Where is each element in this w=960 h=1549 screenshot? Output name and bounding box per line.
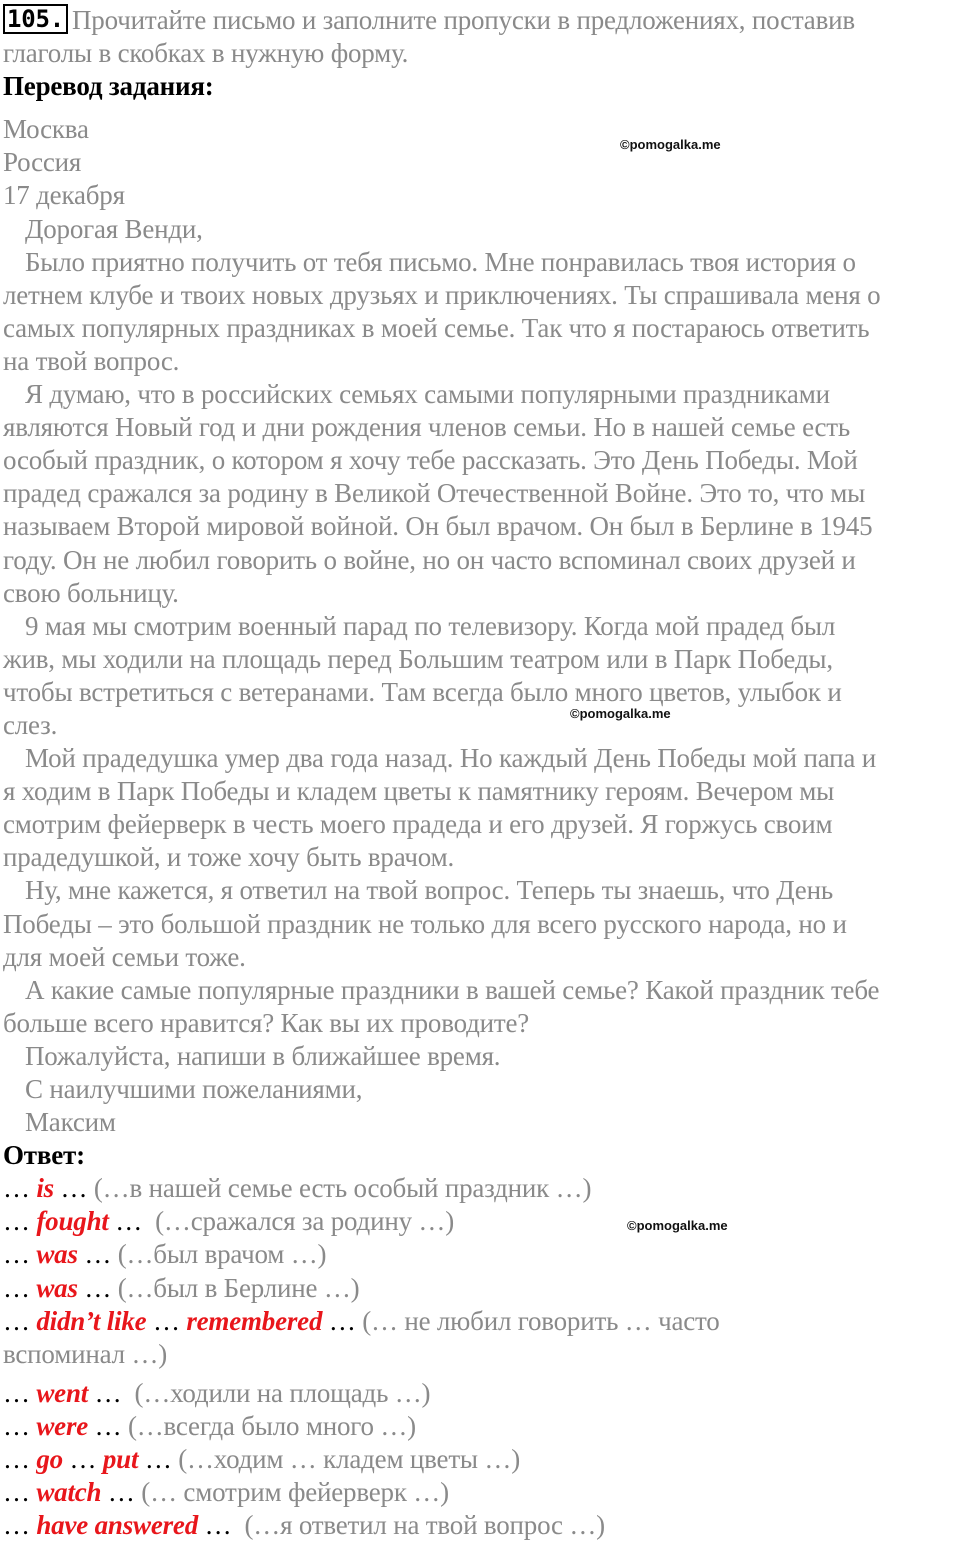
task-instruction — [3, 4, 958, 37]
answer-verb: put — [102, 1444, 139, 1475]
letter-line: А какие самые популярные праздники в вашей семье? Какой праздник тебе — [25, 974, 880, 1005]
answer-line — [3, 1338, 958, 1371]
answer-context: (…был в Берлине …) — [117, 1272, 360, 1303]
answer-context: (…я ответил на твой вопрос …) — [237, 1510, 605, 1541]
document-page — [3, 0, 958, 1542]
answer-line — [3, 1509, 958, 1542]
instruction-line-2: глаголы в скобках в нужную форму. — [3, 38, 409, 69]
ellipsis: … — [3, 1377, 37, 1408]
answer-verb: fought — [36, 1206, 109, 1237]
letter-line: называем Второй мировой войной. Он был врачом. Он был в Берлине в 1945 — [3, 511, 873, 542]
answer-verb: have answered — [36, 1510, 199, 1541]
letter-line: 17 декабря — [3, 180, 125, 211]
letter-line: Ну, мне кажется, я ответил на твой вопрос. Теперь ты знаешь, что День — [25, 875, 833, 906]
answer-context: (…сражался за родину …) — [148, 1206, 455, 1237]
ellipsis: … — [146, 1305, 187, 1336]
translation-heading: Перевод задания: — [3, 71, 214, 102]
answer-line — [3, 1476, 958, 1509]
letter-line: Россия — [3, 147, 82, 178]
letter-line: на твой вопрос. — [3, 345, 180, 376]
answer-verb: were — [36, 1410, 89, 1441]
ellipsis: … — [3, 1272, 37, 1303]
letter-line: Было приятно получить от тебя письмо. Мне понравилась твоя история о — [25, 246, 856, 277]
answer-context: (…ходим … кладем цветы …) — [178, 1444, 520, 1475]
letter-line: для моей семьи тоже. — [3, 941, 246, 972]
ellipsis: … — [88, 1377, 128, 1408]
answer-verb: is — [36, 1173, 54, 1204]
answer-context: (…в нашей семье есть особый праздник …) — [93, 1173, 592, 1204]
answer-verb: was — [36, 1239, 78, 1270]
letter-line: Я думаю, что в российских семьях самыми популярными праздниками — [25, 379, 830, 410]
answer-line — [3, 1377, 958, 1410]
letter-body — [3, 113, 958, 1139]
letter-line: 9 мая мы смотрим военный парад по телевизору. Когда мой прадед был — [25, 610, 836, 641]
letter-line: больше всего нравится? Как вы их проводите? — [3, 1007, 530, 1038]
answer-context: вспоминал …) — [3, 1338, 168, 1369]
answer-line — [3, 1172, 958, 1205]
task-number: 105. — [3, 4, 68, 34]
letter-line: году. Он не любил говорить о войне, но он часто вспоминал своих друзей и — [3, 544, 856, 575]
ellipsis: … — [108, 1206, 149, 1237]
letter-line: особый праздник, о котором я хочу тебе рассказать. Это День Победы. Мой — [3, 445, 858, 476]
answer-line — [3, 1272, 958, 1305]
answer-line — [3, 1443, 958, 1476]
watermark: ©pomogalka.me — [627, 1218, 728, 1233]
letter-line: смотрим фейерверк в честь моего прадеда и его друзей. Я горжусь своим — [3, 809, 833, 840]
letter-line: Максим — [25, 1107, 116, 1138]
letter-line: я ходим в Парк Победы и кладем цветы к памятнику героям. Вечером мы — [3, 776, 835, 807]
answer-context: (…был врачом …) — [117, 1239, 327, 1270]
letter-line: являются Новый год и дни рождения членов семьи. Но в нашей семье есть — [3, 412, 851, 443]
answer-verb: went — [36, 1377, 89, 1408]
answer-context: (…всегда было много …) — [127, 1410, 416, 1441]
ellipsis: … — [3, 1477, 37, 1508]
watermark: ©pomogalka.me — [620, 137, 721, 152]
answer-heading: Ответ: — [3, 1140, 85, 1171]
ellipsis: … — [88, 1410, 128, 1441]
letter-line: жив, мы ходили на площадь перед Большим театром или в Парк Победы, — [3, 643, 833, 674]
answer-context: (… не любил говорить … часто — [362, 1305, 720, 1336]
letter-line: Победы – это большой праздник не только для всего русского народа, но и — [3, 908, 847, 939]
ellipsis: … — [62, 1444, 103, 1475]
ellipsis: … — [101, 1477, 142, 1508]
letter-line: свою больницу. — [3, 577, 179, 608]
letter-line: Пожалуйста, напиши в ближайшее время. — [25, 1040, 501, 1071]
ellipsis: … — [198, 1510, 238, 1541]
ellipsis: … — [3, 1410, 37, 1441]
answer-line — [3, 1410, 958, 1443]
ellipsis: … — [3, 1305, 37, 1336]
watermark: ©pomogalka.me — [570, 706, 671, 721]
ellipsis: … — [3, 1510, 37, 1541]
answer-verb: remembered — [186, 1305, 323, 1336]
answer-line — [3, 1205, 958, 1238]
letter-line: Москва — [3, 114, 89, 145]
instruction-line-1: Прочитайте письмо и заполните пропуски в предложениях, поставив — [72, 5, 855, 35]
ellipsis: … — [53, 1173, 94, 1204]
answer-list — [3, 1172, 958, 1542]
answer-verb: didn’t like — [36, 1305, 147, 1336]
answer-line — [3, 1238, 958, 1271]
answer-context: (… смотрим фейерверк …) — [141, 1477, 449, 1508]
letter-line: прадедушкой, и тоже хочу быть врачом. — [3, 842, 455, 873]
letter-line: самых популярных праздниках в моей семье. Так что я постараюсь ответить — [3, 312, 870, 343]
answer-verb: was — [36, 1272, 78, 1303]
letter-line: чтобы встретиться с ветеранами. Там всегда было много цветов, улыбок и — [3, 676, 842, 707]
letter-line: слез. — [3, 709, 58, 740]
answer-context: (…ходили на площадь …) — [127, 1377, 431, 1408]
ellipsis: … — [138, 1444, 179, 1475]
ellipsis: … — [3, 1173, 37, 1204]
answer-line — [3, 1305, 958, 1338]
letter-line: Дорогая Венди, — [25, 213, 203, 244]
ellipsis: … — [322, 1305, 363, 1336]
ellipsis: … — [3, 1239, 37, 1270]
letter-line: летнем клубе и твоих новых друзьях и приключениях. Ты спрашивала меня о — [3, 279, 881, 310]
ellipsis: … — [3, 1444, 37, 1475]
answer-verb: go — [36, 1444, 63, 1475]
answer-verb: watch — [36, 1477, 102, 1508]
ellipsis: … — [77, 1239, 118, 1270]
ellipsis: … — [77, 1272, 118, 1303]
letter-line: прадед сражался за родину в Великой Отечественной Войне. Это то, что мы — [3, 478, 866, 509]
letter-line: С наилучшими пожеланиями, — [25, 1074, 363, 1104]
letter-line: Мой прадедушка умер два года назад. Но каждый День Победы мой папа и — [25, 743, 876, 774]
ellipsis: … — [3, 1206, 37, 1237]
